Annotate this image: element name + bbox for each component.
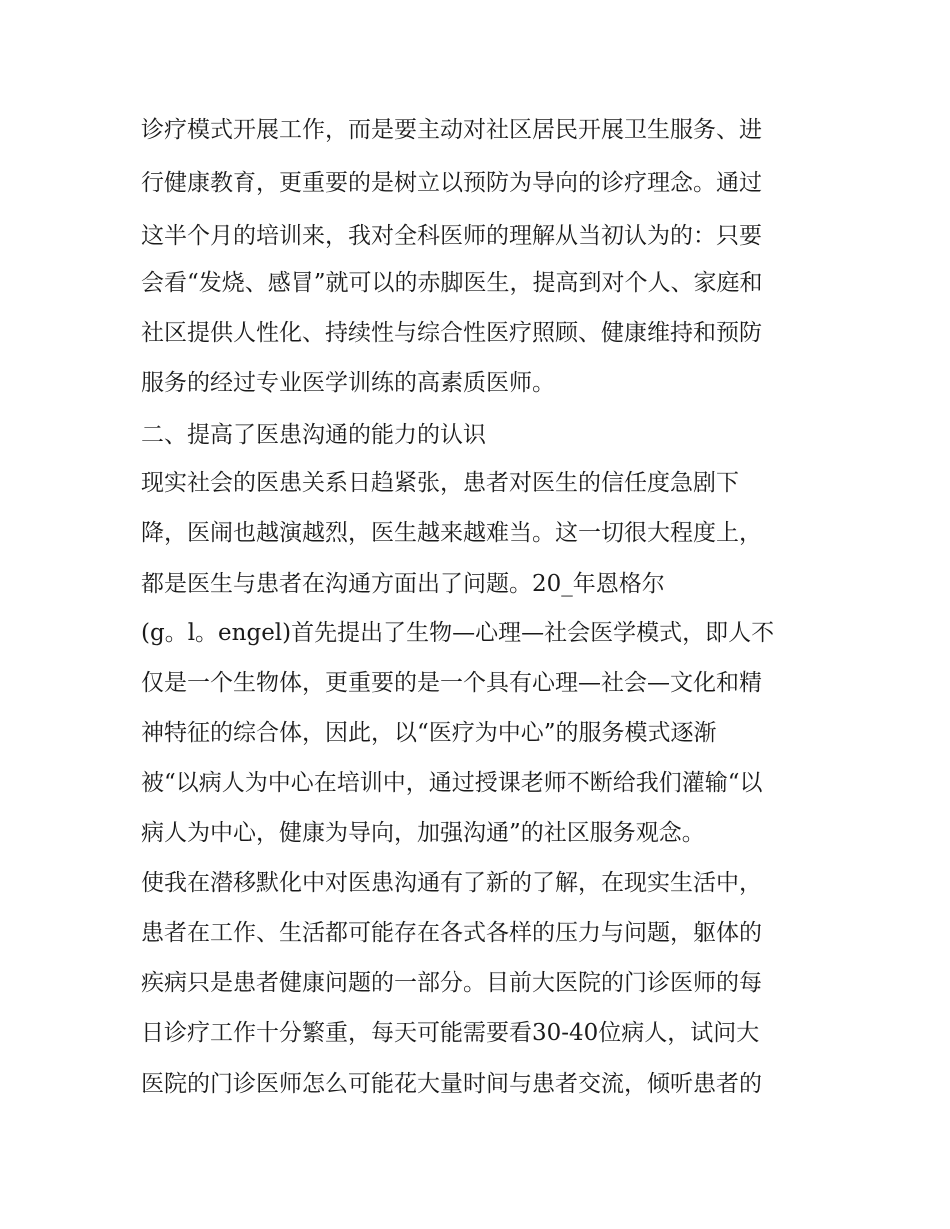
text-line: 患者在工作、生活都可能存在各式各样的压力与问题，躯体的: [141, 920, 762, 946]
text-line: 降，医闹也越演越烈，医生越来越难当。这一切很大程度上，: [141, 520, 762, 546]
section-heading: 二、提高了医患沟通的能力的认识: [141, 422, 486, 448]
text-line: 使我在潜移默化中对医患沟通有了新的了解，在现实生活中，: [141, 870, 762, 896]
text-line: 这半个月的培训来，我对全科医师的理解从当初认为的：只要: [141, 223, 762, 249]
text-line: 社区提供人性化、持续性与综合性医疗照顾、健康维持和预防: [141, 320, 762, 346]
text-line: 神特征的综合体，因此，以“医疗为中心”的服务模式逐渐: [141, 720, 717, 746]
text-line: 会看“发烧、感冒”就可以的赤脚医生，提高到对个人、家庭和: [141, 270, 763, 296]
text-line: 现实社会的医患关系日趋紧张，患者对医生的信任度急剧下: [141, 470, 739, 496]
text-line: 医院的门诊医师怎么可能花大量时间与患者交流，倾听患者的: [141, 1071, 762, 1097]
text-line: 服务的经过专业医学训练的高素质医师。: [141, 370, 555, 396]
text-line: 仅是一个生物体，更重要的是一个具有心理—社会—文化和精: [141, 670, 762, 696]
text-line: 病人为中心，健康为导向，加强沟通”的社区服务观念。: [141, 820, 705, 846]
text-line: 诊疗模式开展工作，而是要主动对社区居民开展卫生服务、进: [141, 117, 762, 143]
text-line: (g。l。engel)首先提出了生物—心理—社会医学模式，即人不: [141, 620, 775, 646]
text-line: 疾病只是患者健康问题的一部分。目前大医院的门诊医师的每: [141, 970, 762, 996]
text-line: 都是医生与患者在沟通方面出了问题。20_年恩格尔: [141, 571, 665, 597]
text-line: 行健康教育，更重要的是树立以预防为导向的诊疗理念。通过: [141, 170, 762, 196]
text-line: 日诊疗工作十分繁重，每天可能需要看30-40位病人，试问大: [141, 1020, 760, 1046]
text-line: 被“以病人为中心在培训中，通过授课老师不断给我们灌输“以: [141, 770, 763, 796]
